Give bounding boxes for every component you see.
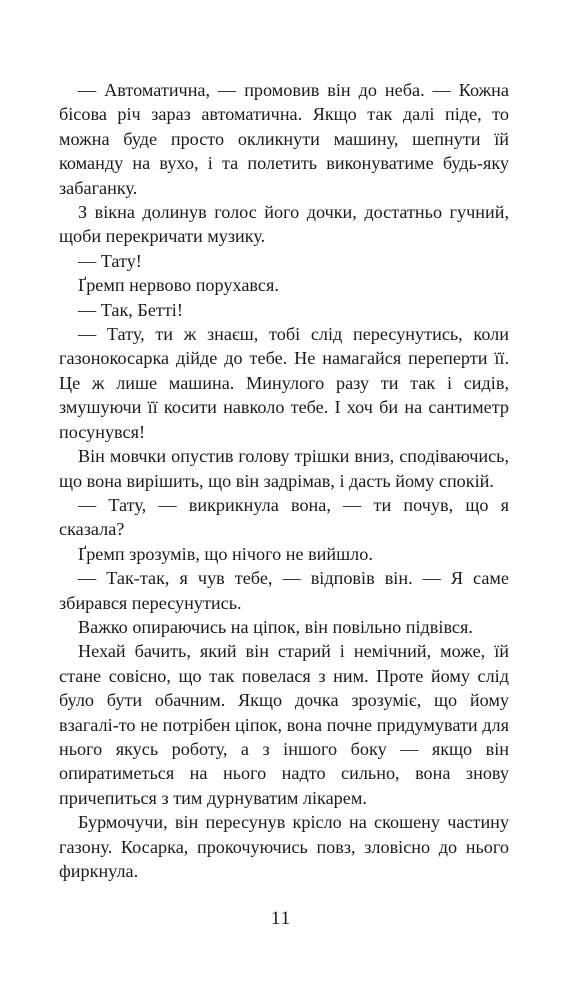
paragraph-5: — Так, Бетті! xyxy=(78,299,183,320)
paragraph-9: Ґремп зрозумів, що нічого не вийшло. xyxy=(78,543,373,564)
paragraph-8: — Тату, — викрикнула вона, — ти почув, що я сказала? xyxy=(59,494,509,540)
paragraph-7: Він мовчки опустив голову трішки вниз, сподіваючись, що вона вирішить, що він задрімав, і дасть йому спокій. xyxy=(59,446,509,491)
paragraph-6: — Тату, ти ж знаєш, тобі слід пересунутись, коли газонокосарка дійде до тебе. Не намагайся переперти її. Це ж лише машина. Минулого разу ти так і сидів, змушуючи її косити навколо тебе. І хоч би на сантиметр посунувся! xyxy=(59,324,509,442)
page-body xyxy=(59,78,509,883)
paragraph-3: — Тату! xyxy=(78,250,142,271)
paragraph-2: З вікна долинув голос його дочки, достатньо гучний, щоби перекричати музику. xyxy=(59,202,509,247)
paragraph-12: Нехай бачить, який він старий і немічний, може, їй стане совісно, що так повелася з ним. Проте йому слід було бути обачним. Якщо дочка зрозуміє, що йому взагалі-то не потрібен ціпок, вона почне придумувати для нього якусь роботу, а з іншого боку — якщо він опиратиметься на нього надто сильно, вона знову причепиться з тим дурнуватим лікарем. xyxy=(59,641,509,808)
paragraph-4: Ґремп нервово порухався. xyxy=(78,275,279,296)
page-number: 11 xyxy=(270,908,292,929)
paragraph-1: — Автоматична, — промовив він до неба. — Кожна бісова річ зараз автоматична. Якщо так далі піде, то можна буде просто окликнути машину, шепнути їй команду на вухо, і та полетить виконуватиме будь-яку забаганку. xyxy=(59,80,509,198)
paragraph-13: Бурмочучи, він пересунув крісло на скошену частину газону. Косарка, прокочуючись повз, зловісно до нього фиркнула. xyxy=(59,812,509,881)
paragraph-11: Важко опираючись на ціпок, він повільно підвівся. xyxy=(78,616,473,637)
paragraph-10: — Так-так, я чув тебе, — відповів він. — Я саме збирався пересунутись. xyxy=(59,568,509,613)
